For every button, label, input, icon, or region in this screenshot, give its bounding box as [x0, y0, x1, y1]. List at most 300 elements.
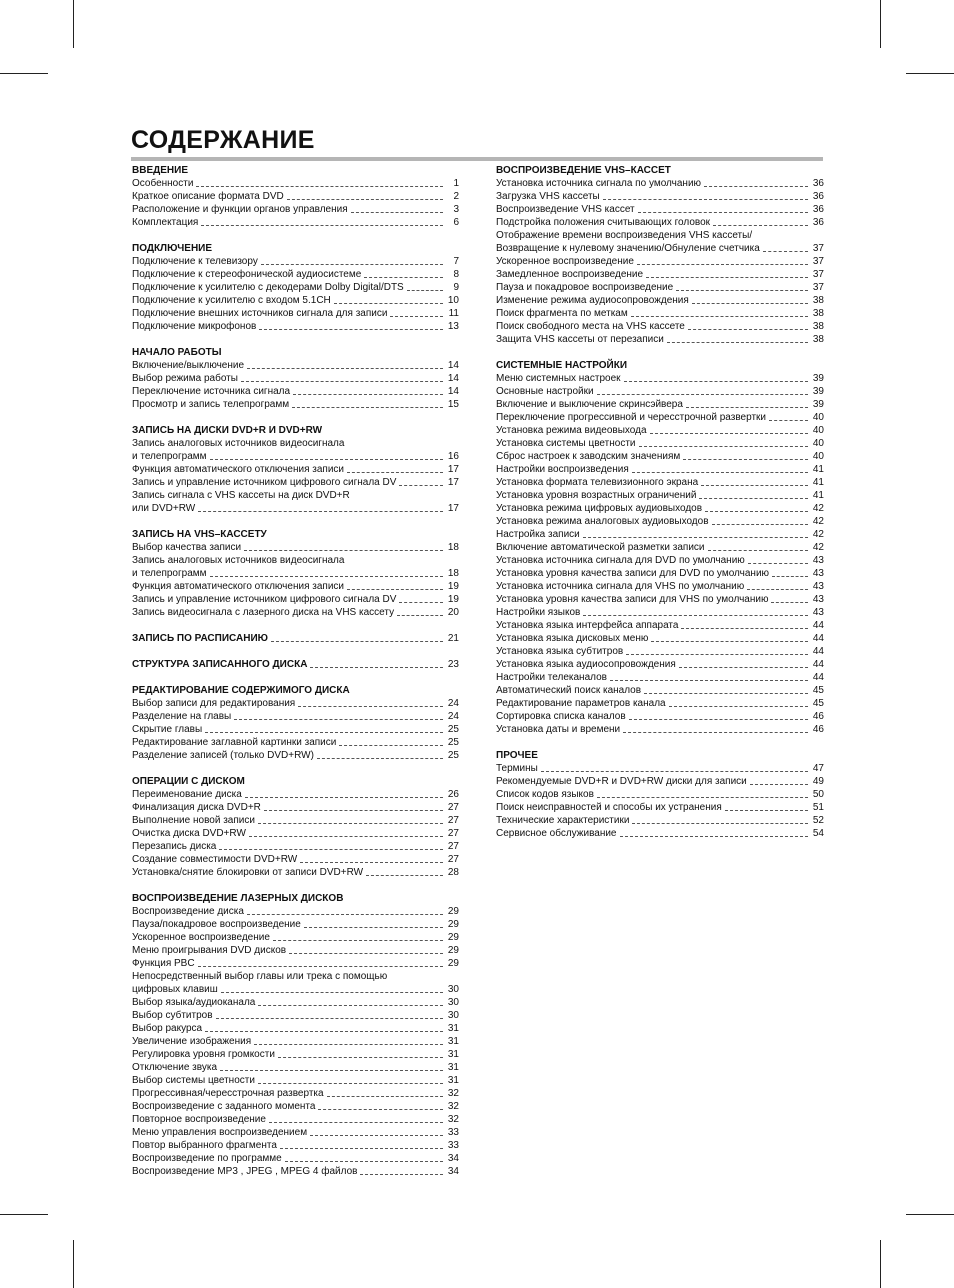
toc-entry[interactable]: [132, 476, 459, 489]
toc-entry-text: Меню управления воспроизведением: [132, 1127, 308, 1138]
toc-page-number: 42: [812, 503, 824, 514]
toc-page-number: 17: [447, 477, 459, 488]
toc-entry-text: и телепрограмм: [132, 568, 207, 579]
toc-entry[interactable]: [132, 216, 459, 229]
toc-entry[interactable]: [132, 593, 459, 606]
toc-page-number: 32: [447, 1114, 459, 1125]
toc-entry[interactable]: [496, 710, 824, 723]
crop-mark: [73, 1240, 74, 1288]
dot-leader: [638, 212, 808, 213]
toc-page-number: 10: [447, 295, 459, 306]
toc-entry[interactable]: [496, 203, 824, 216]
toc-entry-text: Подключение внешних источников сигнала для записи: [132, 308, 388, 319]
toc-entry-text: Ускоренное воспроизведение: [132, 932, 270, 943]
section-heading: ЗАПИСЬ НА ДИСКИ DVD+R И DVD+RW: [132, 425, 323, 436]
toc-entry-text: Воспроизведение MP3 , JPEG , MPEG 4 файлов: [132, 1166, 358, 1177]
toc-entry[interactable]: [132, 931, 459, 944]
toc-page-number: 29: [447, 932, 459, 943]
dot-leader: [390, 316, 443, 317]
toc-entry[interactable]: [496, 619, 824, 632]
toc-page-number: 13: [447, 321, 459, 332]
toc-entry[interactable]: [132, 567, 459, 580]
dot-leader: [603, 199, 808, 200]
toc-entry-text: Установка источника сигнала для DVD по умолчанию: [496, 555, 745, 566]
dot-leader: [748, 563, 808, 564]
toc-entry[interactable]: [132, 1022, 459, 1035]
toc-page-number: 25: [447, 737, 459, 748]
toc-entry[interactable]: [132, 1035, 459, 1048]
toc-entry[interactable]: [496, 762, 824, 775]
toc-entry-text: Включение автоматической разметки записи: [496, 542, 705, 553]
dot-leader: [259, 329, 443, 330]
dot-leader: [650, 433, 808, 434]
toc-entry-text: Запись аналоговых источников видеосигнала: [132, 555, 345, 566]
toc-entry-text: Установка режима аналоговых аудиовыходов: [496, 516, 709, 527]
dot-leader: [298, 706, 443, 707]
dot-leader: [620, 836, 809, 837]
toc-page-number: 30: [447, 997, 459, 1008]
toc-page-number: 31: [447, 1075, 459, 1086]
toc-entry[interactable]: [496, 268, 824, 281]
toc-page-number: 39: [812, 399, 824, 410]
toc-page-number: 46: [812, 724, 824, 735]
toc-entry-text: Установка языка аудиосопровождения: [496, 659, 676, 670]
toc-entry-text: Возвращение к нулевому значению/Обнуление счетчика: [496, 243, 760, 254]
toc-page-number: 2: [453, 191, 459, 202]
toc-page-number: 6: [453, 217, 459, 228]
toc-entry-text: и телепрограмм: [132, 451, 207, 462]
toc-entry[interactable]: [132, 749, 459, 762]
dot-leader: [637, 264, 808, 265]
section-heading: ЗАПИСЬ НА VHS–КАССЕТУ: [132, 529, 267, 540]
toc-entry[interactable]: [132, 801, 459, 814]
dot-leader: [541, 771, 808, 772]
toc-entry[interactable]: [496, 424, 824, 437]
dot-leader: [629, 719, 808, 720]
toc-entry[interactable]: [496, 281, 824, 294]
toc-entry[interactable]: [132, 1048, 459, 1061]
toc-entry[interactable]: [132, 736, 459, 749]
toc-section: [132, 684, 459, 762]
toc-entry[interactable]: [496, 489, 824, 502]
toc-entry[interactable]: [496, 658, 824, 671]
toc-section: [132, 528, 459, 619]
toc-entry[interactable]: [132, 307, 459, 320]
toc-page-number: 30: [447, 984, 459, 995]
toc-entry-text: Установка языка субтитров: [496, 646, 624, 657]
dot-leader: [327, 1096, 443, 1097]
toc-entry[interactable]: [132, 359, 459, 372]
toc-entry[interactable]: [132, 398, 459, 411]
toc-entry-text: Прогрессивная/чересстрочная развертка: [132, 1088, 324, 1099]
toc-entry[interactable]: [496, 697, 824, 710]
toc-entry[interactable]: [496, 801, 824, 814]
toc-entry-text: Поиск неисправностей и способы их устранения: [496, 802, 722, 813]
toc-entry[interactable]: [496, 684, 824, 697]
toc-entry[interactable]: [132, 1152, 459, 1165]
dot-leader: [360, 1174, 443, 1175]
toc-entry[interactable]: [132, 697, 459, 710]
toc-entry[interactable]: [132, 281, 459, 294]
toc-entry-text: Выбор системы цветности: [132, 1075, 255, 1086]
toc-page-number: 39: [812, 386, 824, 397]
toc-entry[interactable]: [132, 957, 459, 970]
toc-entry[interactable]: [132, 1113, 459, 1126]
toc-entry-text: Установка источника сигнала для VHS по умолчанию: [496, 581, 745, 592]
toc-page-number: 37: [812, 243, 824, 254]
toc-page-number: 11: [448, 308, 459, 319]
toc-page-number: 27: [447, 828, 459, 839]
toc-entry[interactable]: [496, 671, 824, 684]
section-heading: СИСТЕМНЫЕ НАСТРОЙКИ: [496, 360, 628, 371]
toc-entry-text: Поиск свободного места на VHS кассете: [496, 321, 685, 332]
toc-entry-text: Термины: [496, 763, 538, 774]
toc-page-number: 37: [812, 282, 824, 293]
toc-entry-text: Функция автоматического отключения записи: [132, 581, 344, 592]
toc-page-number: 49: [812, 776, 824, 787]
toc-page-number: 29: [447, 919, 459, 930]
dot-leader: [667, 342, 808, 343]
toc-page-number: 43: [812, 607, 824, 618]
toc-entry-text: Защита VHS кассеты от перезаписи: [496, 334, 664, 345]
toc-section: [496, 164, 824, 346]
toc-page-number: 30: [447, 1010, 459, 1021]
toc-entry[interactable]: [496, 814, 824, 827]
toc-entry-text: Установка уровня качества записи для VHS по умолчанию: [496, 594, 769, 605]
toc-entry[interactable]: [496, 541, 824, 554]
toc-page-number: 29: [447, 906, 459, 917]
toc-entry[interactable]: [132, 944, 459, 957]
dot-leader: [347, 589, 443, 590]
toc-page-number: 20: [447, 607, 459, 618]
toc-page-number: 19: [447, 581, 459, 592]
toc-page-number: 44: [812, 672, 824, 683]
toc-entry[interactable]: [496, 632, 824, 645]
toc-entry-text: Запись аналоговых источников видеосигнала: [132, 438, 345, 449]
crop-mark: [906, 73, 954, 74]
toc-entry[interactable]: [132, 1165, 459, 1178]
dot-leader: [632, 472, 808, 473]
dot-leader: [271, 641, 443, 642]
toc-entry[interactable]: [132, 710, 459, 723]
toc-page-number: 43: [812, 594, 824, 605]
toc-entry[interactable]: [496, 450, 824, 463]
toc-entry[interactable]: [496, 411, 824, 424]
toc-entry[interactable]: [132, 320, 459, 333]
toc-page-number: 44: [812, 659, 824, 670]
toc-entry-text: Комплектация: [132, 217, 199, 228]
toc-entry-text: Регулировка уровня громкости: [132, 1049, 275, 1060]
toc-entry[interactable]: [496, 827, 824, 840]
dot-leader: [397, 615, 443, 616]
toc-entry[interactable]: [496, 307, 824, 320]
dot-leader: [339, 745, 443, 746]
toc-entry[interactable]: [496, 320, 824, 333]
toc-entry[interactable]: [132, 814, 459, 827]
dot-leader: [269, 1122, 443, 1123]
toc-entry-text: Замедленное воспроизведение: [496, 269, 644, 280]
section-heading: НАЧАЛО РАБОТЫ: [132, 347, 222, 358]
toc-entry[interactable]: [496, 398, 824, 411]
toc-entry[interactable]: [496, 372, 824, 385]
dot-leader: [280, 1148, 443, 1149]
toc-entry-text: Меню системных настроек: [496, 373, 621, 384]
toc-page-number: 38: [812, 334, 824, 345]
toc-page-number: 27: [447, 854, 459, 865]
toc-entry[interactable]: [132, 372, 459, 385]
toc-entry[interactable]: [132, 658, 459, 671]
toc-entry[interactable]: [496, 476, 824, 489]
toc-entry[interactable]: [496, 593, 824, 606]
toc-entry-text: Переключение источника сигнала: [132, 386, 291, 397]
toc-entry-text: Установка системы цветности: [496, 438, 636, 449]
toc-entry[interactable]: [132, 918, 459, 931]
dot-leader: [631, 316, 808, 317]
toc-entry-text: Переименование диска: [132, 789, 242, 800]
toc-page-number: 31: [447, 1062, 459, 1073]
toc-entry-text: Переключение прогрессивной и чересстрочной развертки: [496, 412, 766, 423]
toc-entry[interactable]: [132, 1100, 459, 1113]
toc-page-number: 3: [453, 204, 459, 215]
dot-leader: [583, 537, 808, 538]
toc-page-number: 44: [812, 620, 824, 631]
toc-entry-text: Перезапись диска: [132, 841, 217, 852]
toc-entry-text: Настройки языков: [496, 607, 581, 618]
toc-entry[interactable]: [496, 255, 824, 268]
toc-page-number: 27: [447, 841, 459, 852]
crop-mark: [906, 1214, 954, 1215]
toc-entry-text: Запись и управление источником цифрового сигнала DV: [132, 477, 397, 488]
toc-entry-text: Пауза/покадровое воспроизведение: [132, 919, 301, 930]
toc-entry[interactable]: [132, 385, 459, 398]
toc-entry[interactable]: [496, 463, 824, 476]
toc-entry[interactable]: [496, 294, 824, 307]
toc-entry-text: Пауза и покадровое воспроизведение: [496, 282, 674, 293]
dot-leader: [676, 290, 808, 291]
dot-leader: [304, 927, 443, 928]
toc-page-number: 28: [447, 867, 459, 878]
toc-entry[interactable]: [132, 866, 459, 879]
toc-entry[interactable]: [132, 541, 459, 554]
dot-leader: [241, 381, 443, 382]
toc-entry[interactable]: [496, 606, 824, 619]
dot-leader: [273, 940, 443, 941]
dot-leader: [221, 992, 443, 993]
toc-entry[interactable]: [132, 632, 459, 645]
toc-entry[interactable]: [496, 723, 824, 736]
toc-page-number: 14: [447, 360, 459, 371]
toc-entry[interactable]: [496, 788, 824, 801]
dot-leader: [347, 472, 443, 473]
toc-entry-text: Изменение режима аудиосопровождения: [496, 295, 689, 306]
dot-leader: [683, 459, 808, 460]
toc-entry[interactable]: [132, 580, 459, 593]
crop-mark: [0, 1214, 48, 1215]
toc-entry[interactable]: [132, 788, 459, 801]
toc-entry[interactable]: [496, 567, 824, 580]
toc-entry[interactable]: [132, 1126, 459, 1139]
dot-leader: [310, 1135, 443, 1136]
toc-page-number: 40: [812, 438, 824, 449]
toc-page-number: 27: [447, 815, 459, 826]
toc-entry[interactable]: [132, 1074, 459, 1087]
toc-entry[interactable]: [496, 528, 824, 541]
dot-leader: [310, 667, 443, 668]
toc-entry[interactable]: [496, 216, 824, 229]
toc-entry[interactable]: [496, 437, 824, 450]
page-title: СОДЕРЖАНИЕ: [131, 126, 315, 154]
dot-leader: [769, 420, 808, 421]
toc-page-number: 36: [812, 204, 824, 215]
toc-entry[interactable]: [496, 775, 824, 788]
toc-entry[interactable]: [132, 827, 459, 840]
dot-leader: [704, 186, 808, 187]
toc-entry[interactable]: [496, 190, 824, 203]
dot-leader: [725, 810, 808, 811]
toc-entry[interactable]: [132, 177, 459, 190]
toc-entry[interactable]: [132, 983, 459, 996]
toc-page-number: 33: [447, 1140, 459, 1151]
toc-entry[interactable]: [496, 554, 824, 567]
toc-entry[interactable]: [496, 645, 824, 658]
toc-entry-text: Автоматический поиск каналов: [496, 685, 642, 696]
crop-mark: [0, 73, 48, 74]
toc-page-number: 50: [812, 789, 824, 800]
toc-entry[interactable]: [132, 840, 459, 853]
toc-entry[interactable]: [132, 502, 459, 515]
dot-leader: [692, 303, 808, 304]
toc-entry-text: Выбор ракурса: [132, 1023, 203, 1034]
title-underline: [131, 157, 823, 161]
toc-entry-text: Запись видеосигнала с лазерного диска на VHS кассету: [132, 607, 395, 618]
dot-leader: [669, 706, 808, 707]
toc-page-number: 17: [447, 503, 459, 514]
toc-page-number: 36: [812, 191, 824, 202]
toc-section: [132, 424, 459, 515]
toc-entry[interactable]: [496, 502, 824, 515]
toc-entry[interactable]: [132, 1061, 459, 1074]
toc-entry[interactable]: [496, 385, 824, 398]
toc-entry[interactable]: [132, 255, 459, 268]
toc-page-number: 15: [447, 399, 459, 410]
toc-entry[interactable]: [132, 1009, 459, 1022]
toc-page-number: 17: [447, 464, 459, 475]
toc-entry[interactable]: [132, 463, 459, 476]
toc-entry-text: Выбор режима работы: [132, 373, 238, 384]
toc-page-number: 51: [812, 802, 824, 813]
section-heading: ВВЕДЕНИЕ: [132, 165, 188, 176]
toc-entry-text: Установка уровня возрастных ограничений: [496, 490, 697, 501]
dot-leader: [407, 290, 443, 291]
toc-page-number: 24: [447, 698, 459, 709]
dot-leader: [351, 212, 443, 213]
dot-leader: [287, 199, 443, 200]
dot-leader: [639, 446, 809, 447]
toc-page-number: 26: [447, 789, 459, 800]
toc-entry[interactable]: [496, 515, 824, 528]
toc-entry[interactable]: [496, 580, 824, 593]
dot-leader: [289, 953, 443, 954]
toc-section: [132, 658, 459, 671]
dot-leader: [317, 758, 443, 759]
toc-page-number: 27: [447, 802, 459, 813]
toc-right-column: [496, 164, 824, 853]
toc-entry-text: Установка источника сигнала по умолчанию: [496, 178, 702, 189]
toc-entry-text: Воспроизведение с заданного момента: [132, 1101, 316, 1112]
toc-entry-text: Сервисное обслуживание: [496, 828, 617, 839]
dot-leader: [712, 524, 808, 525]
toc-entry[interactable]: [132, 268, 459, 281]
toc-page-number: 34: [447, 1153, 459, 1164]
toc-entry[interactable]: [132, 450, 459, 463]
crop-mark: [73, 0, 74, 48]
toc-entry[interactable]: [132, 294, 459, 307]
toc-entry-text: Установка уровня качества записи для DVD по умолчанию: [496, 568, 770, 579]
toc-page-number: 7: [453, 256, 459, 267]
dot-leader: [688, 329, 808, 330]
dot-leader: [632, 823, 808, 824]
toc-entry-text: Установка режима видеовыхода: [496, 425, 647, 436]
toc-entry[interactable]: [132, 606, 459, 619]
dot-leader: [399, 602, 443, 603]
toc-entry[interactable]: [132, 203, 459, 216]
dot-leader: [699, 498, 808, 499]
toc-page-number: 14: [447, 386, 459, 397]
toc-entry-text: Выбор языка/аудиоканала: [132, 997, 256, 1008]
dot-leader: [364, 277, 443, 278]
toc-entry[interactable]: [132, 1139, 459, 1152]
toc-page-number: 31: [447, 1036, 459, 1047]
toc-page-number: 45: [812, 698, 824, 709]
dot-leader: [292, 407, 443, 408]
dot-leader: [708, 550, 809, 551]
dot-leader: [644, 693, 808, 694]
toc-section: [132, 775, 459, 879]
toc-page-number: 8: [453, 269, 459, 280]
dot-leader: [318, 1109, 443, 1110]
toc-page-number: 52: [812, 815, 824, 826]
toc-entry[interactable]: [132, 1087, 459, 1100]
toc-page-number: 21: [447, 633, 459, 644]
dot-leader: [610, 680, 808, 681]
toc-entry[interactable]: [132, 723, 459, 736]
toc-page-number: 25: [447, 724, 459, 735]
dot-leader: [583, 615, 808, 616]
toc-entry-text: Финализация диска DVD+R: [132, 802, 261, 813]
toc-page-number: 41: [812, 464, 824, 475]
dot-leader: [249, 836, 443, 837]
toc-entry[interactable]: [496, 333, 824, 346]
toc-entry-text: Просмотр и запись телепрограмм: [132, 399, 290, 410]
toc-page-number: 40: [812, 412, 824, 423]
toc-page-number: 32: [447, 1101, 459, 1112]
toc-page-number: 24: [447, 711, 459, 722]
toc-entry-text: Воспроизведение по программе: [132, 1153, 282, 1164]
toc-page-number: 42: [812, 529, 824, 540]
toc-entry[interactable]: [132, 853, 459, 866]
toc-entry[interactable]: [132, 190, 459, 203]
toc-entry-text: Список кодов языков: [496, 789, 594, 800]
dot-leader: [713, 225, 808, 226]
toc-entry[interactable]: [496, 177, 824, 190]
dot-leader: [220, 1070, 443, 1071]
toc-entry[interactable]: [132, 996, 459, 1009]
toc-entry[interactable]: [496, 242, 824, 255]
section-heading: ПОДКЛЮЧЕНИЕ: [132, 243, 213, 254]
toc-page-number: 47: [812, 763, 824, 774]
toc-entry[interactable]: [132, 905, 459, 918]
toc-page-number: 34: [447, 1166, 459, 1177]
